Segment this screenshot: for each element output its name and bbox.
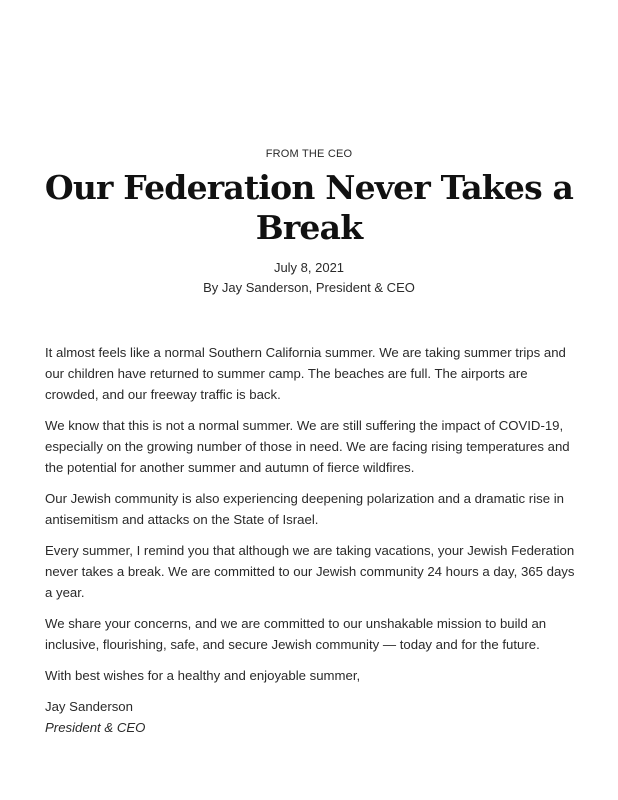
body-paragraph: Our Jewish community is also experiencing deepening polarization and a dramatic rise in antisemitism and attacks on the State of Israel.: [45, 491, 564, 527]
body-paragraph: Every summer, I remind you that although we are taking vacations, your Jewish Federation never takes a break. We are committed to our Jewish community 24 hours a day, 365 days a year.: [45, 543, 575, 600]
signature-title: President & CEO: [45, 720, 146, 735]
closing-line: With best wishes for a healthy and enjoyable summer,: [45, 668, 361, 683]
body-paragraph: It almost feels like a normal Southern California summer. We are taking summer trips and our children have returned to summer camp. The beaches are full. The airports are crowded, and our freeway traffic is back.: [45, 345, 566, 402]
body-paragraph: We know that this is not a normal summer. We are still suffering the impact of COVID-19, especially on the growing number of those in need. We are facing rising temperatures and the potential for another summer and autumn of fierce wildfires.: [45, 418, 570, 475]
signature-name: Jay Sanderson: [45, 699, 133, 714]
section-eyebrow: FROM THE CEO: [265, 148, 353, 160]
article-body: [45, 342, 575, 738]
body-paragraph: We share your concerns, and we are committed to our unshakable mission to build an inclusive, flourishing, safe, and secure Jewish community — today and for the future.: [45, 616, 547, 652]
article-date: July 8, 2021: [273, 260, 345, 275]
article-title: Our Federation Never Takes a Break: [44, 168, 574, 247]
article-byline: By Jay Sanderson, President & CEO: [203, 280, 415, 295]
